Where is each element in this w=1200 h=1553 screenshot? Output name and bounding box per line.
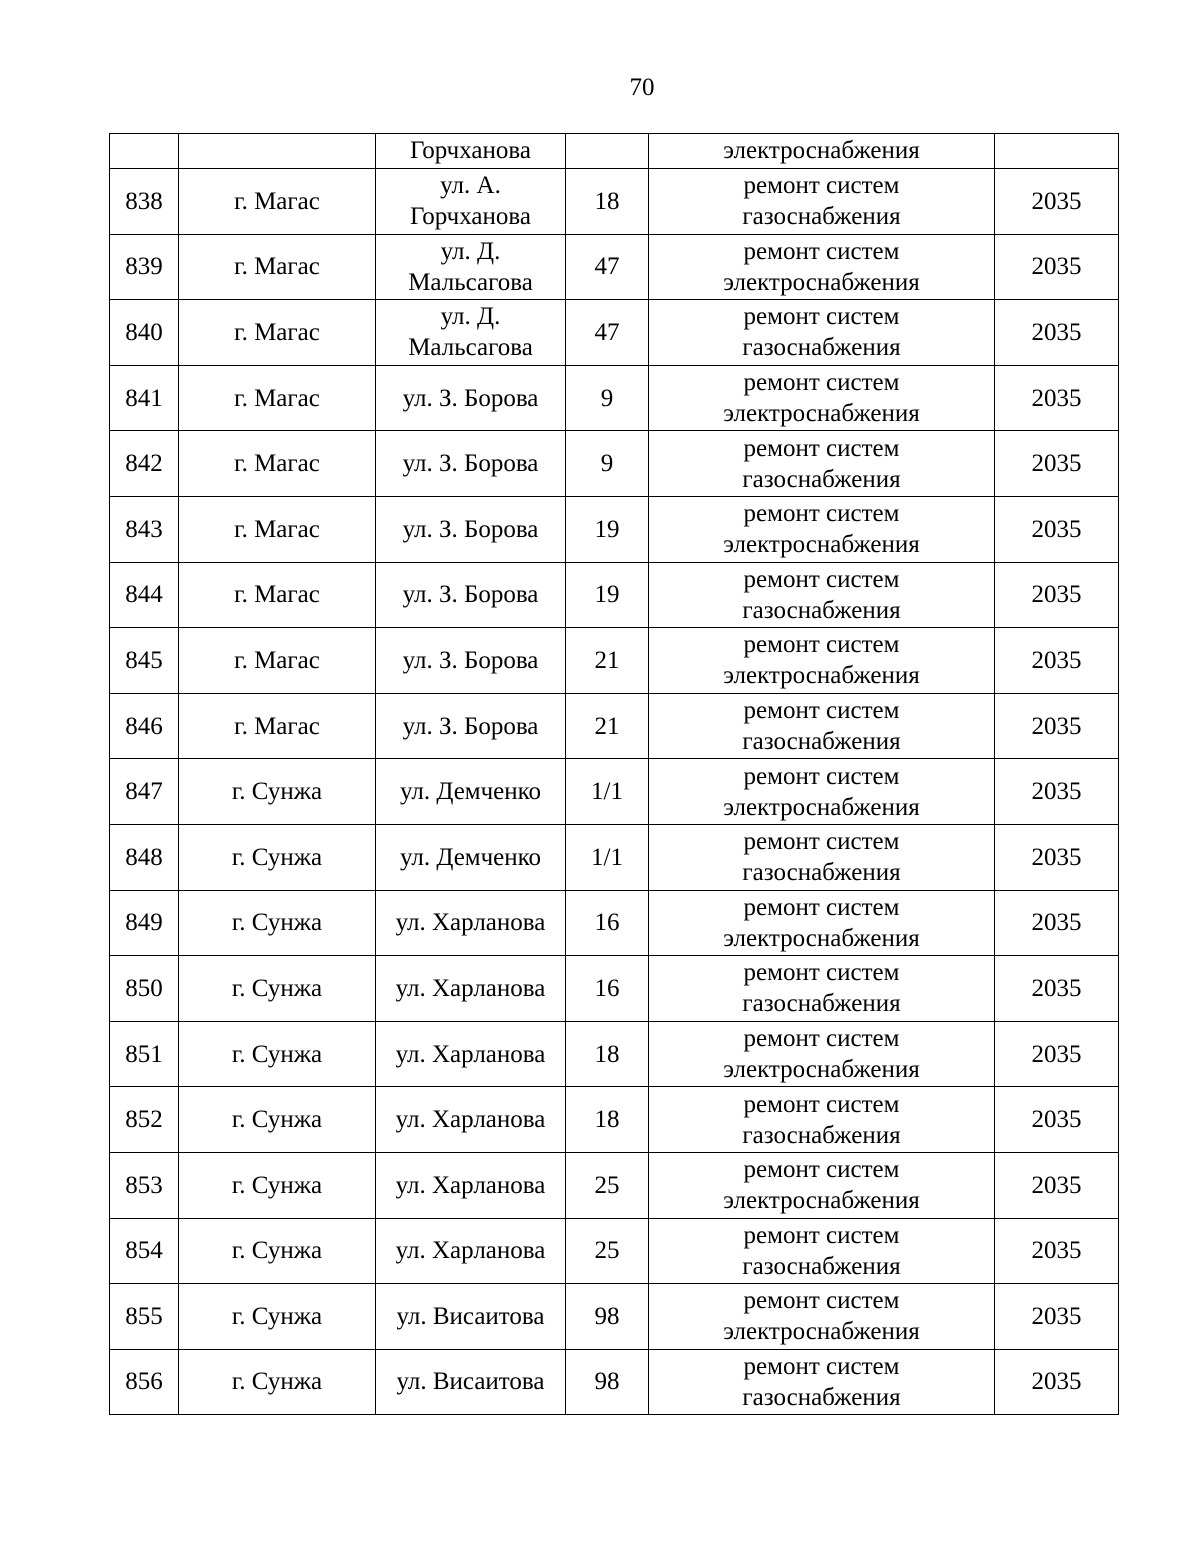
cell-house: 16	[566, 890, 649, 956]
street-line: ул. Д.	[440, 303, 501, 331]
work-type-line: газоснабжения	[742, 1252, 901, 1280]
street-line: ул. З. Борова	[402, 581, 539, 609]
cell-house: 19	[566, 496, 649, 562]
cell-number: 850	[110, 956, 179, 1022]
cell-city: г. Магас	[179, 431, 376, 497]
work-type-line: ремонт систем	[743, 434, 900, 462]
cell-year: 2035	[995, 562, 1119, 628]
cell-city: г. Магас	[179, 169, 376, 235]
page-number: 70	[629, 74, 655, 101]
street-line: ул. З. Борова	[402, 712, 539, 740]
cell-number: 846	[110, 693, 179, 759]
cell-number: 844	[110, 562, 179, 628]
cell-number: 848	[110, 824, 179, 890]
table-row	[110, 365, 1119, 431]
cell-number: 845	[110, 628, 179, 694]
street-line: ул. З. Борова	[402, 450, 539, 478]
table-row	[110, 496, 1119, 562]
cell-year: 2035	[995, 759, 1119, 825]
cell-street	[376, 300, 566, 366]
cell-year: 2035	[995, 431, 1119, 497]
work-type-line: ремонт систем	[743, 565, 900, 593]
cell-number: 843	[110, 496, 179, 562]
table-row	[110, 431, 1119, 497]
cell-street	[376, 693, 566, 759]
cell-year: 2035	[995, 693, 1119, 759]
work-type-line: ремонт систем	[743, 1025, 900, 1053]
cell-street	[376, 234, 566, 300]
cell-year: 2035	[995, 824, 1119, 890]
work-type-line: ремонт систем	[743, 1287, 900, 1315]
cell-year: 2035	[995, 890, 1119, 956]
work-type-line: газоснабжения	[742, 990, 901, 1018]
cell-year: 2035	[995, 1152, 1119, 1218]
table-row	[110, 890, 1119, 956]
cell-year: 2035	[995, 956, 1119, 1022]
cell-street	[376, 1218, 566, 1284]
cell-city: г. Сунжа	[179, 1152, 376, 1218]
cell-city: г. Сунжа	[179, 759, 376, 825]
cell-house: 19	[566, 562, 649, 628]
cell-number: 855	[110, 1284, 179, 1350]
cell-city: г. Сунжа	[179, 1349, 376, 1415]
cell-work-type	[649, 1152, 995, 1218]
cell-number	[110, 134, 179, 169]
cell-city: г. Магас	[179, 365, 376, 431]
street-line: Мальсагова	[408, 268, 533, 296]
cell-number: 856	[110, 1349, 179, 1415]
work-type-line: ремонт систем	[743, 893, 900, 921]
cell-work-type	[649, 169, 995, 235]
cell-house: 16	[566, 956, 649, 1022]
table-row	[110, 300, 1119, 366]
cell-house: 25	[566, 1218, 649, 1284]
table-row	[110, 824, 1119, 890]
work-type-line: газоснабжения	[742, 728, 901, 756]
cell-street	[376, 365, 566, 431]
work-type-line: электроснабжения	[723, 268, 920, 296]
cell-house: 9	[566, 365, 649, 431]
work-type-line: ремонт систем	[743, 500, 900, 528]
work-type-line: электроснабжения	[723, 793, 920, 821]
work-type-line: газоснабжения	[742, 203, 901, 231]
cell-city: г. Сунжа	[179, 824, 376, 890]
cell-house: 18	[566, 1021, 649, 1087]
cell-work-type	[649, 759, 995, 825]
cell-street	[376, 956, 566, 1022]
street-line: Горчханова	[410, 203, 531, 231]
cell-year: 2035	[995, 234, 1119, 300]
table-row	[110, 562, 1119, 628]
cell-year: 2035	[995, 169, 1119, 235]
cell-street	[376, 824, 566, 890]
cell-year: 2035	[995, 628, 1119, 694]
cell-house: 18	[566, 1087, 649, 1153]
cell-number: 853	[110, 1152, 179, 1218]
street-line: ул. А.	[440, 172, 501, 200]
cell-work-type	[649, 431, 995, 497]
street-line: ул. З. Борова	[402, 384, 539, 412]
street-line: ул. Харланова	[395, 1171, 546, 1199]
table-row	[110, 759, 1119, 825]
cell-house: 21	[566, 693, 649, 759]
work-type-line: ремонт систем	[743, 369, 900, 397]
cell-work-type	[649, 628, 995, 694]
table-row	[110, 234, 1119, 300]
cell-street	[376, 496, 566, 562]
work-type-line: ремонт систем	[743, 828, 900, 856]
table-row	[110, 1021, 1119, 1087]
table-row	[110, 1284, 1119, 1350]
work-type-line: ремонт систем	[743, 172, 900, 200]
cell-house: 1/1	[566, 824, 649, 890]
cell-street	[376, 1152, 566, 1218]
cell-work-type	[649, 1218, 995, 1284]
street-line: Мальсагова	[408, 334, 533, 362]
cell-work-type	[649, 562, 995, 628]
cell-number: 847	[110, 759, 179, 825]
street-line: ул. З. Борова	[402, 646, 539, 674]
cell-city: г. Магас	[179, 496, 376, 562]
street-line: ул. Харланова	[395, 1237, 546, 1265]
cell-work-type	[649, 1284, 995, 1350]
cell-city: г. Сунжа	[179, 1021, 376, 1087]
table-row	[110, 1349, 1119, 1415]
table-row	[110, 169, 1119, 235]
cell-number: 849	[110, 890, 179, 956]
cell-house: 21	[566, 628, 649, 694]
cell-house: 47	[566, 300, 649, 366]
cell-city: г. Магас	[179, 562, 376, 628]
works-table	[109, 133, 1119, 1415]
cell-number: 840	[110, 300, 179, 366]
work-type-line: ремонт систем	[743, 697, 900, 725]
cell-work-type	[649, 300, 995, 366]
street-line: ул. Харланова	[395, 1106, 546, 1134]
table-row	[110, 1152, 1119, 1218]
cell-city: г. Магас	[179, 300, 376, 366]
table-row	[110, 956, 1119, 1022]
work-type-line: электроснабжения	[723, 531, 920, 559]
cell-house: 1/1	[566, 759, 649, 825]
work-type-line: ремонт систем	[743, 1090, 900, 1118]
cell-work-type	[649, 956, 995, 1022]
work-type-line: ремонт систем	[743, 1352, 900, 1380]
cell-house: 18	[566, 169, 649, 235]
work-type-line: ремонт систем	[743, 303, 900, 331]
cell-street	[376, 169, 566, 235]
work-type-line: газоснабжения	[742, 1383, 901, 1411]
work-type-line: электроснабжения	[723, 400, 920, 428]
cell-work-type	[649, 693, 995, 759]
cell-house: 98	[566, 1349, 649, 1415]
cell-street	[376, 1021, 566, 1087]
work-type-line: электроснабжения	[723, 1187, 920, 1215]
work-type-line: электроснабжения	[723, 1318, 920, 1346]
cell-city	[179, 134, 376, 169]
cell-city: г. Сунжа	[179, 890, 376, 956]
cell-street	[376, 431, 566, 497]
cell-number: 852	[110, 1087, 179, 1153]
cell-city: г. Сунжа	[179, 1218, 376, 1284]
street-line: ул. З. Борова	[402, 515, 539, 543]
street-line: ул. Д.	[440, 237, 501, 265]
cell-year: 2035	[995, 1218, 1119, 1284]
cell-year: 2035	[995, 1021, 1119, 1087]
cell-number: 842	[110, 431, 179, 497]
cell-street	[376, 890, 566, 956]
cell-year: 2035	[995, 1349, 1119, 1415]
work-type-line: газоснабжения	[742, 1121, 901, 1149]
cell-house: 98	[566, 1284, 649, 1350]
cell-year: 2035	[995, 365, 1119, 431]
street-line: ул. Демченко	[399, 843, 542, 871]
cell-year: 2035	[995, 496, 1119, 562]
work-type-line: электроснабжения	[723, 662, 920, 690]
street-line: ул. Харланова	[395, 1040, 546, 1068]
cell-number: 854	[110, 1218, 179, 1284]
cell-work-type	[649, 1021, 995, 1087]
work-type-line: газоснабжения	[742, 465, 901, 493]
cell-work-type	[649, 365, 995, 431]
cell-house: 25	[566, 1152, 649, 1218]
cell-street: Горчханова	[376, 134, 566, 169]
cell-city: г. Магас	[179, 628, 376, 694]
cell-city: г. Сунжа	[179, 1087, 376, 1153]
cell-year	[995, 134, 1119, 169]
work-type-line: электроснабжения	[723, 1056, 920, 1084]
work-type-line: ремонт систем	[743, 1156, 900, 1184]
street-line: ул. Демченко	[399, 778, 542, 806]
work-type-line: ремонт систем	[743, 237, 900, 265]
cell-number: 851	[110, 1021, 179, 1087]
street-line: ул. Висаитова	[396, 1368, 545, 1396]
cell-work-type	[649, 234, 995, 300]
cell-street	[376, 628, 566, 694]
cell-street	[376, 1284, 566, 1350]
cell-work-type	[649, 1087, 995, 1153]
cell-city: г. Сунжа	[179, 956, 376, 1022]
cell-work-type	[649, 890, 995, 956]
street-line: ул. Харланова	[395, 974, 546, 1002]
table-row	[110, 1218, 1119, 1284]
work-type-line: ремонт систем	[743, 1221, 900, 1249]
cell-year: 2035	[995, 1284, 1119, 1350]
cell-work-type	[649, 496, 995, 562]
work-type-line: ремонт систем	[743, 959, 900, 987]
cell-street	[376, 1087, 566, 1153]
cell-house: 47	[566, 234, 649, 300]
street-line: ул. Висаитова	[396, 1302, 545, 1330]
cell-city: г. Магас	[179, 693, 376, 759]
cell-street	[376, 1349, 566, 1415]
work-type-line: газоснабжения	[742, 859, 901, 887]
street-line: ул. Харланова	[395, 909, 546, 937]
works-table-body	[110, 134, 1119, 1415]
cell-number: 841	[110, 365, 179, 431]
work-type-line: газоснабжения	[742, 596, 901, 624]
work-type-line: ремонт систем	[743, 762, 900, 790]
cell-year: 2035	[995, 1087, 1119, 1153]
cell-year: 2035	[995, 300, 1119, 366]
cell-number: 838	[110, 169, 179, 235]
work-type-line: ремонт систем	[743, 631, 900, 659]
cell-city: г. Сунжа	[179, 1284, 376, 1350]
cell-work-type	[649, 1349, 995, 1415]
work-type-line: электроснабжения	[723, 924, 920, 952]
table-row	[110, 1087, 1119, 1153]
table-row	[110, 628, 1119, 694]
cell-street	[376, 759, 566, 825]
cell-work-type	[649, 824, 995, 890]
table-row-continued	[110, 134, 1119, 169]
cell-number: 839	[110, 234, 179, 300]
cell-house	[566, 134, 649, 169]
cell-city: г. Магас	[179, 234, 376, 300]
table-row	[110, 693, 1119, 759]
cell-street	[376, 562, 566, 628]
cell-work-type: электроснабжения	[649, 134, 995, 169]
cell-house: 9	[566, 431, 649, 497]
work-type-line: газоснабжения	[742, 334, 901, 362]
